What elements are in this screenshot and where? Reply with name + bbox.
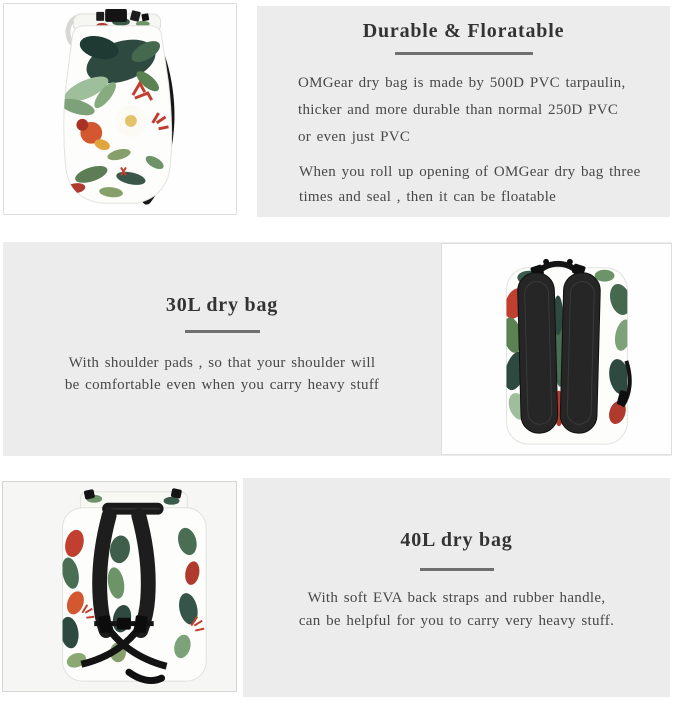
paragraph-line: With shoulder pads , so that your shoulder will (68, 355, 376, 371)
title-divider (395, 52, 533, 55)
dry-bag-back-pads-illustration (442, 244, 671, 454)
paragraph-line: can be helpful for you to carry very heavy stuff. (298, 613, 615, 629)
durable-paragraph-1 (298, 70, 670, 151)
dry-bag-front-illustration (4, 4, 236, 214)
thirty-l-text-block (3, 242, 441, 396)
dry-bag-back-straps-photo (2, 481, 237, 692)
paragraph-line: times and seal , then it can be floatable (299, 189, 557, 205)
forty-l-paragraph (243, 587, 670, 633)
title-divider (185, 330, 260, 333)
section-title-40l: 40L dry bag (400, 529, 513, 551)
dry-bag-front-photo (3, 3, 237, 215)
paragraph-line: OMGear dry bag is made by 500D PVC tarpaulin, (298, 75, 626, 91)
durable-paragraph-2 (299, 160, 670, 210)
section-title-durable: Durable & Floratable (362, 20, 565, 42)
durable-text-panel (257, 6, 670, 217)
dry-bag-back-straps-illustration (3, 482, 236, 691)
paragraph-line: With soft EVA back straps and rubber handle, (307, 590, 606, 606)
thirty-l-paragraph (3, 352, 441, 396)
paragraph-line: thicker and more durable than normal 250D PVC (298, 102, 619, 118)
title-divider (420, 568, 494, 571)
forty-l-text-panel (243, 478, 670, 697)
section-title-30l: 30L dry bag (165, 294, 279, 316)
paragraph-line: or even just PVC (298, 129, 411, 145)
section-30l (3, 242, 672, 456)
paragraph-line: be comfortable even when you carry heavy stuff (64, 377, 380, 393)
paragraph-line: When you roll up opening of OMGear dry bag three (299, 164, 641, 180)
dry-bag-back-pads-photo (441, 243, 672, 455)
